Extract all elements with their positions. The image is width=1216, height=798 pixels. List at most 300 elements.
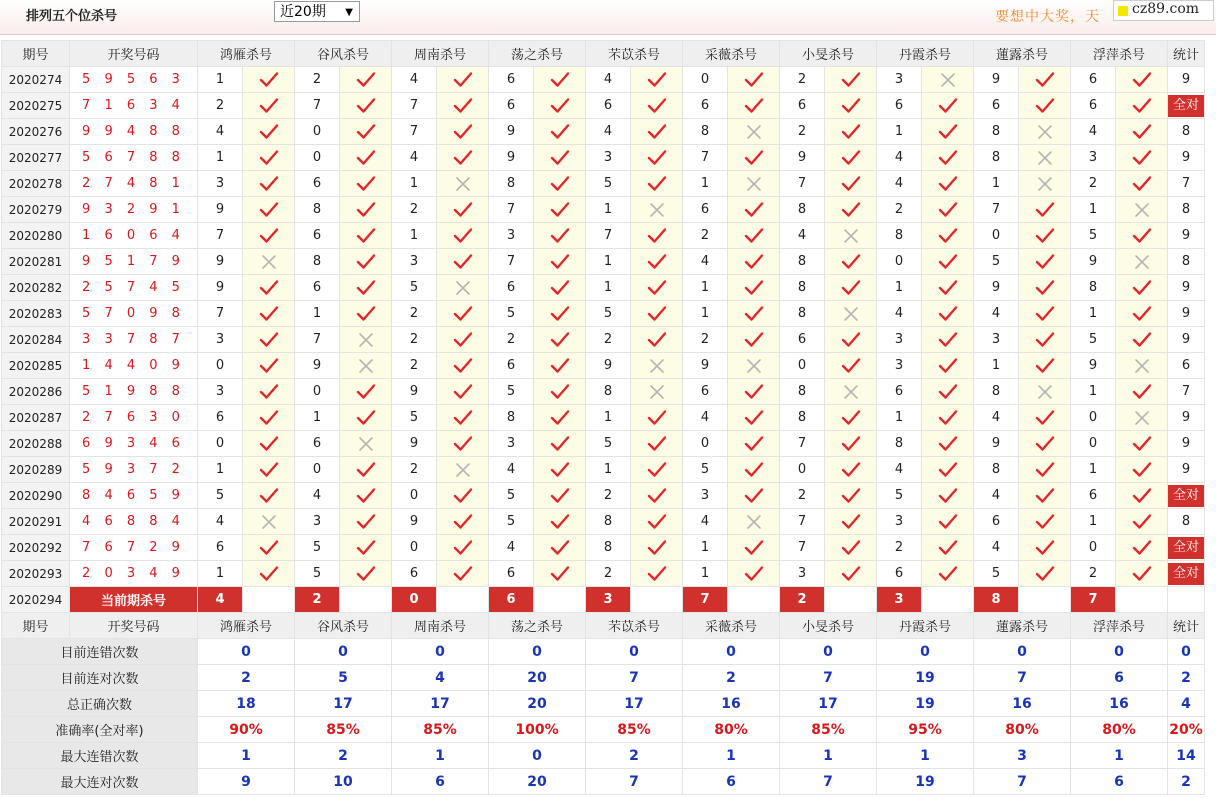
summary-label: 最大连对次数	[2, 769, 198, 795]
summary-value: 0	[877, 639, 974, 665]
result-mark-cell	[534, 457, 586, 483]
draw-number-cell: 5 6 7 8 8	[70, 145, 198, 171]
check-icon	[356, 124, 376, 139]
check-icon	[550, 202, 570, 217]
check-icon	[938, 566, 958, 581]
summary-value: 1	[198, 743, 295, 769]
result-mark-cell	[825, 535, 877, 561]
kill-number-cell: 2	[392, 353, 437, 379]
draw-number-cell: 5 1 9 8 8	[70, 379, 198, 405]
current-kill-blank	[437, 587, 489, 613]
kill-number-cell: 3	[198, 327, 243, 353]
result-mark-cell	[340, 67, 392, 93]
check-icon	[938, 124, 958, 139]
result-mark-cell	[825, 249, 877, 275]
summary-header-expert: 小旻杀号	[780, 613, 877, 639]
kill-number-cell: 5	[586, 171, 631, 197]
result-mark-cell	[1019, 431, 1071, 457]
result-mark-cell	[728, 249, 780, 275]
check-icon	[1132, 306, 1152, 321]
check-icon	[356, 462, 376, 477]
stat-cell	[1168, 535, 1205, 561]
kill-number-cell: 6	[1071, 67, 1116, 93]
draw-number-cell: 7 1 6 3 4	[70, 93, 198, 119]
check-icon	[1035, 514, 1055, 529]
kill-number-cell: 8	[780, 197, 825, 223]
check-icon	[259, 332, 279, 347]
check-icon	[744, 254, 764, 269]
result-mark-cell	[728, 379, 780, 405]
result-mark-cell	[534, 197, 586, 223]
stat-cell: 8	[1168, 119, 1205, 145]
kill-number-cell: 7	[295, 93, 340, 119]
draw-number-cell: 6 9 3 4 6	[70, 431, 198, 457]
result-mark-cell	[728, 509, 780, 535]
kill-number-cell: 8	[877, 431, 922, 457]
kill-number-cell: 0	[198, 431, 243, 457]
result-mark-cell	[1116, 431, 1168, 457]
summary-value: 0	[586, 639, 683, 665]
current-kill-blank	[534, 587, 586, 613]
kill-number-cell: 5	[1071, 327, 1116, 353]
check-icon	[259, 202, 279, 217]
cross-icon	[843, 306, 859, 321]
period-cell: 2020280	[2, 223, 70, 249]
result-mark-cell	[534, 145, 586, 171]
result-mark-cell	[631, 483, 683, 509]
summary-label: 最大连错次数	[2, 743, 198, 769]
kill-number-cell: 1	[974, 171, 1019, 197]
draw-number-cell: 2 7 4 8 1	[70, 171, 198, 197]
current-kill-blank	[1019, 587, 1071, 613]
kill-number-cell: 2	[392, 457, 437, 483]
result-mark-cell	[437, 561, 489, 587]
kill-number-cell: 4	[683, 509, 728, 535]
kill-number-cell: 1	[1071, 379, 1116, 405]
kill-number-cell: 0	[683, 431, 728, 457]
result-mark-cell	[728, 67, 780, 93]
result-mark-cell	[1019, 457, 1071, 483]
table-row	[2, 561, 1205, 587]
check-icon	[938, 410, 958, 425]
check-icon	[1132, 228, 1152, 243]
result-mark-cell	[1116, 275, 1168, 301]
kill-number-cell: 4	[974, 535, 1019, 561]
kill-number-cell: 7	[489, 249, 534, 275]
result-mark-cell	[631, 223, 683, 249]
kill-number-cell: 6	[1071, 483, 1116, 509]
summary-value: 19	[877, 665, 974, 691]
summary-value: 17	[295, 691, 392, 717]
result-mark-cell	[1019, 67, 1071, 93]
kill-number-cell: 6	[198, 535, 243, 561]
chevron-down-icon: ▼	[345, 7, 353, 18]
result-mark-cell	[534, 353, 586, 379]
result-mark-cell	[922, 171, 974, 197]
result-mark-cell	[922, 275, 974, 301]
all-correct-badge: 全对	[1168, 485, 1204, 507]
result-mark-cell	[922, 561, 974, 587]
check-icon	[841, 280, 861, 295]
kill-number-cell: 3	[683, 483, 728, 509]
kill-number-cell: 2	[392, 301, 437, 327]
kill-number-cell: 0	[392, 535, 437, 561]
current-kill-value: 7	[1071, 587, 1116, 613]
check-icon	[938, 540, 958, 555]
kill-number-cell: 5	[683, 457, 728, 483]
table-row	[2, 379, 1205, 405]
summary-row	[2, 717, 1205, 743]
kill-number-cell: 2	[683, 327, 728, 353]
result-mark-cell	[728, 561, 780, 587]
kill-number-cell: 8	[683, 119, 728, 145]
check-icon	[550, 540, 570, 555]
check-icon	[841, 488, 861, 503]
all-correct-badge: 全对	[1168, 95, 1204, 117]
kill-number-cell: 7	[295, 327, 340, 353]
result-mark-cell	[1019, 535, 1071, 561]
kill-number-cell: 6	[198, 405, 243, 431]
summary-value: 7	[974, 769, 1071, 795]
result-mark-cell	[340, 483, 392, 509]
cross-icon	[1037, 124, 1053, 139]
check-icon	[550, 358, 570, 373]
summary-value: 0	[1071, 639, 1168, 665]
kill-number-cell: 4	[877, 171, 922, 197]
check-icon	[841, 254, 861, 269]
summary-value: 16	[1071, 691, 1168, 717]
check-icon	[1035, 306, 1055, 321]
result-mark-cell	[243, 561, 295, 587]
table-row	[2, 483, 1205, 509]
result-mark-cell	[437, 535, 489, 561]
kill-number-cell: 6	[877, 93, 922, 119]
kill-number-cell: 5	[974, 249, 1019, 275]
kill-number-cell: 1	[683, 535, 728, 561]
result-mark-cell	[243, 483, 295, 509]
result-mark-cell	[437, 223, 489, 249]
summary-row	[2, 665, 1205, 691]
kill-number-cell: 1	[1071, 457, 1116, 483]
period-cell: 2020278	[2, 171, 70, 197]
kill-number-cell: 6	[489, 561, 534, 587]
result-mark-cell	[631, 535, 683, 561]
cross-icon	[746, 514, 762, 529]
check-icon	[1132, 72, 1152, 87]
kill-number-cell: 9	[392, 431, 437, 457]
summary-value: 9	[198, 769, 295, 795]
summary-value: 85%	[780, 717, 877, 743]
check-icon	[550, 462, 570, 477]
stat-cell: 9	[1168, 301, 1205, 327]
check-icon	[259, 150, 279, 165]
period-cell: 2020276	[2, 119, 70, 145]
result-mark-cell	[534, 93, 586, 119]
result-mark-cell	[1116, 509, 1168, 535]
kill-number-cell: 8	[586, 535, 631, 561]
check-icon	[356, 176, 376, 191]
summary-stat-value: 0	[1168, 639, 1205, 665]
result-mark-cell	[243, 197, 295, 223]
result-mark-cell	[243, 535, 295, 561]
cross-icon	[261, 514, 277, 529]
result-mark-cell	[437, 171, 489, 197]
period-cell: 2020275	[2, 93, 70, 119]
summary-value: 7	[780, 769, 877, 795]
kill-number-cell: 4	[974, 405, 1019, 431]
kill-number-cell: 2	[586, 327, 631, 353]
check-icon	[1035, 540, 1055, 555]
kill-number-cell: 1	[974, 353, 1019, 379]
check-icon	[1132, 566, 1152, 581]
current-stat-blank	[1168, 587, 1205, 613]
check-icon	[744, 306, 764, 321]
summary-stat-value: 2	[1168, 769, 1205, 795]
result-mark-cell	[243, 327, 295, 353]
kill-number-cell: 4	[780, 223, 825, 249]
summary-header-expert: 鸿雁杀号	[198, 613, 295, 639]
result-mark-cell	[728, 93, 780, 119]
check-icon	[1035, 202, 1055, 217]
result-mark-cell	[243, 67, 295, 93]
summary-value: 4	[392, 665, 489, 691]
check-icon	[647, 280, 667, 295]
summary-value: 80%	[974, 717, 1071, 743]
summary-value: 7	[780, 665, 877, 691]
result-mark-cell	[922, 301, 974, 327]
result-mark-cell	[922, 119, 974, 145]
summary-value: 1	[877, 743, 974, 769]
result-mark-cell	[825, 561, 877, 587]
summary-stat-value: 4	[1168, 691, 1205, 717]
check-icon	[744, 540, 764, 555]
result-mark-cell	[631, 405, 683, 431]
summary-header-expert: 芣苡杀号	[586, 613, 683, 639]
check-icon	[453, 488, 473, 503]
stat-cell: 8	[1168, 509, 1205, 535]
check-icon	[453, 254, 473, 269]
result-mark-cell	[243, 457, 295, 483]
kill-number-cell: 7	[683, 145, 728, 171]
check-icon	[841, 462, 861, 477]
column-header-expert: 浮萍杀号	[1071, 41, 1168, 67]
table-row	[2, 223, 1205, 249]
check-icon	[647, 124, 667, 139]
summary-value: 18	[198, 691, 295, 717]
check-icon	[550, 566, 570, 581]
result-mark-cell	[631, 457, 683, 483]
current-kill-value: 3	[877, 587, 922, 613]
summary-value: 3	[974, 743, 1071, 769]
result-mark-cell	[437, 67, 489, 93]
check-icon	[647, 98, 667, 113]
result-mark-cell	[728, 275, 780, 301]
result-mark-cell	[631, 119, 683, 145]
kill-number-cell: 1	[586, 249, 631, 275]
kill-number-cell: 6	[974, 509, 1019, 535]
result-mark-cell	[1019, 223, 1071, 249]
summary-value: 6	[1071, 665, 1168, 691]
check-icon	[938, 462, 958, 477]
cross-icon	[649, 358, 665, 373]
column-header-expert: 丹霞杀号	[877, 41, 974, 67]
check-icon	[356, 228, 376, 243]
result-mark-cell	[243, 301, 295, 327]
kill-number-cell: 3	[295, 509, 340, 535]
kill-number-cell: 1	[392, 171, 437, 197]
check-icon	[1132, 540, 1152, 555]
summary-value: 85%	[586, 717, 683, 743]
summary-value: 7	[586, 665, 683, 691]
kill-number-cell: 6	[683, 197, 728, 223]
result-mark-cell	[922, 223, 974, 249]
period-cell: 2020291	[2, 509, 70, 535]
kill-number-cell: 3	[392, 249, 437, 275]
kill-number-cell: 6	[1071, 93, 1116, 119]
draw-number-cell: 9 5 1 7 9	[70, 249, 198, 275]
result-mark-cell	[243, 249, 295, 275]
kill-number-cell: 8	[1071, 275, 1116, 301]
kill-number-cell: 1	[295, 405, 340, 431]
result-mark-cell	[728, 327, 780, 353]
check-icon	[938, 254, 958, 269]
result-mark-cell	[825, 197, 877, 223]
check-icon	[841, 514, 861, 529]
check-icon	[453, 150, 473, 165]
kill-number-cell: 2	[586, 483, 631, 509]
kill-number-cell: 2	[877, 197, 922, 223]
check-icon	[647, 436, 667, 451]
kill-number-cell: 5	[198, 483, 243, 509]
result-mark-cell	[922, 405, 974, 431]
result-mark-cell	[340, 301, 392, 327]
result-mark-cell	[631, 249, 683, 275]
result-mark-cell	[340, 197, 392, 223]
check-icon	[453, 384, 473, 399]
summary-value: 17	[392, 691, 489, 717]
all-correct-badge: 全对	[1168, 537, 1204, 559]
result-mark-cell	[534, 327, 586, 353]
check-icon	[744, 436, 764, 451]
check-icon	[453, 98, 473, 113]
column-header-expert: 鸿雁杀号	[198, 41, 295, 67]
result-mark-cell	[534, 171, 586, 197]
kill-number-cell: 9	[489, 145, 534, 171]
check-icon	[1035, 98, 1055, 113]
check-icon	[453, 72, 473, 87]
column-header-stat: 统计	[1168, 41, 1205, 67]
column-header-expert: 荡之杀号	[489, 41, 586, 67]
stat-cell: 9	[1168, 67, 1205, 93]
result-mark-cell	[340, 405, 392, 431]
result-mark-cell	[1116, 327, 1168, 353]
check-icon	[744, 280, 764, 295]
draw-number-cell: 1 6 0 6 4	[70, 223, 198, 249]
result-mark-cell	[825, 301, 877, 327]
kill-number-cell: 4	[586, 119, 631, 145]
period-cell: 2020284	[2, 327, 70, 353]
result-mark-cell	[922, 457, 974, 483]
kill-number-cell: 0	[198, 353, 243, 379]
check-icon	[1132, 384, 1152, 399]
result-mark-cell	[728, 119, 780, 145]
cross-icon	[649, 384, 665, 399]
site-logo[interactable]	[1113, 0, 1214, 21]
kill-number-cell: 6	[489, 93, 534, 119]
result-mark-cell	[534, 301, 586, 327]
result-mark-cell	[728, 457, 780, 483]
kill-number-cell: 5	[489, 301, 534, 327]
check-icon	[550, 436, 570, 451]
result-mark-cell	[437, 197, 489, 223]
check-icon	[938, 98, 958, 113]
kill-number-cell: 7	[780, 431, 825, 457]
stat-cell: 9	[1168, 275, 1205, 301]
kill-number-cell: 4	[295, 483, 340, 509]
check-icon	[550, 72, 570, 87]
summary-value: 80%	[1071, 717, 1168, 743]
kill-number-cell: 6	[877, 379, 922, 405]
summary-header-expert: 周南杀号	[392, 613, 489, 639]
check-icon	[938, 488, 958, 503]
table-row	[2, 431, 1205, 457]
kill-number-cell: 4	[974, 301, 1019, 327]
period-cell: 2020283	[2, 301, 70, 327]
check-icon	[938, 384, 958, 399]
result-mark-cell	[340, 327, 392, 353]
summary-label: 目前连错次数	[2, 639, 198, 665]
period-cell: 2020286	[2, 379, 70, 405]
result-mark-cell	[340, 119, 392, 145]
result-mark-cell	[437, 457, 489, 483]
result-mark-cell	[534, 405, 586, 431]
kill-number-cell: 8	[295, 197, 340, 223]
summary-stat-value: 14	[1168, 743, 1205, 769]
result-mark-cell	[340, 275, 392, 301]
result-mark-cell	[631, 197, 683, 223]
check-icon	[744, 228, 764, 243]
stat-cell: 9	[1168, 431, 1205, 457]
check-icon	[647, 72, 667, 87]
result-mark-cell	[437, 353, 489, 379]
period-range-select[interactable]	[274, 1, 360, 22]
current-kill-value: 8	[974, 587, 1019, 613]
top-bar	[0, 0, 1216, 35]
result-mark-cell	[340, 353, 392, 379]
kill-number-cell: 2	[586, 561, 631, 587]
kill-number-cell: 0	[295, 379, 340, 405]
check-icon	[1132, 332, 1152, 347]
cross-icon	[358, 358, 374, 373]
column-header-expert: 谷风杀号	[295, 41, 392, 67]
summary-row	[2, 691, 1205, 717]
period-cell: 2020287	[2, 405, 70, 431]
check-icon	[647, 410, 667, 425]
result-mark-cell	[728, 197, 780, 223]
result-mark-cell	[1019, 93, 1071, 119]
result-mark-cell	[1019, 379, 1071, 405]
check-icon	[356, 280, 376, 295]
result-mark-cell	[631, 145, 683, 171]
kill-number-cell: 4	[586, 67, 631, 93]
kill-number-cell: 5	[974, 561, 1019, 587]
current-kill-blank	[631, 587, 683, 613]
kill-number-cell: 1	[1071, 197, 1116, 223]
period-cell: 2020274	[2, 67, 70, 93]
stat-cell: 9	[1168, 327, 1205, 353]
result-mark-cell	[825, 431, 877, 457]
summary-value: 10	[295, 769, 392, 795]
